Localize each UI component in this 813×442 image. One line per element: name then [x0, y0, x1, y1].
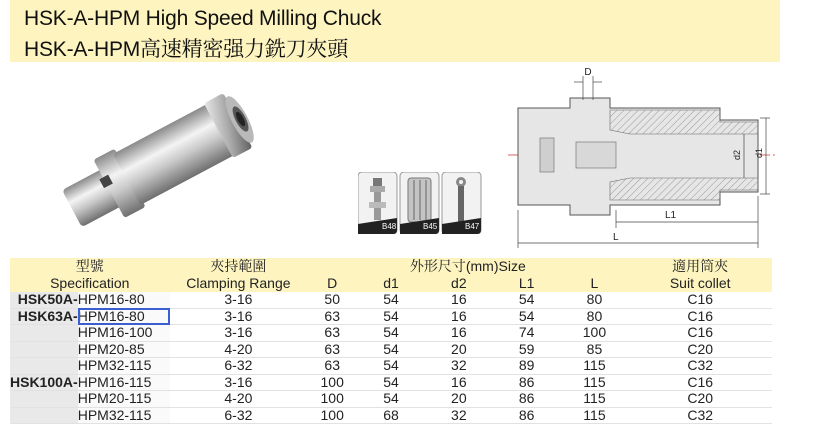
table-row [10, 391, 772, 408]
chuck-product-image [55, 70, 265, 240]
header-l1: L1 [518, 275, 535, 291]
cell-l: 100 [582, 324, 607, 340]
cell-d2: 20 [451, 340, 467, 357]
table-header-row-top [10, 258, 772, 275]
header-collet-zh: 適用筒夾 [672, 258, 729, 274]
cell-d: 50 [324, 291, 340, 307]
header-clamp-en: Clamping Range [186, 275, 291, 291]
dim-label-l1: L1 [665, 210, 677, 221]
cell-spec: HPM16-100 [78, 325, 170, 342]
cell-collet: C32 [687, 357, 714, 373]
header-suit-collet [628, 258, 772, 292]
cell-spec: HPM16-80 [78, 308, 170, 325]
cell-spec: HPM20-115 [78, 391, 170, 408]
header-l: L [590, 275, 599, 291]
cell-series [10, 407, 78, 424]
page-title-chinese: HSK-A-HPM高速精密强力銑刀夾頭 [24, 38, 349, 61]
header-size-group: 外形尺寸(mm)Size [409, 258, 526, 274]
accessory-label-b47: B47 [465, 222, 480, 231]
header-d1: d1 [383, 275, 399, 291]
header-clamping-range [170, 258, 308, 292]
cell-series: HSK50A- [10, 292, 78, 308]
cell-collet: C16 [687, 324, 714, 340]
cell-l: 115 [583, 390, 606, 406]
cell-series: HSK100A- [10, 373, 78, 390]
header-spec-en: Specification [50, 275, 130, 291]
cell-d: 100 [320, 390, 344, 406]
cell-d2: 16 [451, 373, 467, 390]
spec-table [10, 258, 772, 424]
cell-series [10, 325, 78, 342]
dim-label-d: D [584, 67, 592, 78]
cell-l1: 54 [518, 291, 535, 307]
cell-d2: 32 [451, 406, 467, 423]
cell-l1: 59 [518, 340, 535, 357]
cell-l1: 54 [518, 307, 535, 324]
cell-range: 3-16 [224, 324, 253, 340]
header-collet-en: Suit collet [669, 275, 731, 291]
cell-spec: HPM16-80 [78, 292, 170, 308]
header-clamp-zh: 夾持範圍 [210, 258, 267, 274]
accessory-label-b48: B48 [382, 222, 397, 231]
cell-d2: 16 [451, 307, 467, 324]
cell-l: 80 [586, 291, 603, 307]
cell-range: 3-16 [224, 291, 253, 307]
cell-d2: 20 [451, 390, 467, 406]
cell-l: 115 [583, 357, 606, 373]
cell-range: 3-16 [224, 373, 253, 390]
accessory-label-b45: B45 [423, 222, 438, 231]
cell-collet: C20 [687, 390, 714, 406]
cell-l1: 86 [518, 390, 535, 406]
table-row [10, 341, 772, 358]
cell-collet: C20 [687, 340, 714, 357]
cell-range: 6-32 [224, 406, 253, 423]
header-spec-zh: 型號 [75, 258, 104, 274]
cell-d1: 68 [383, 406, 399, 423]
dim-label-d2: d2 [732, 149, 742, 160]
cell-spec: HPM20-85 [78, 341, 170, 358]
cell-l: 80 [586, 307, 603, 324]
cell-collet: C16 [687, 291, 714, 307]
cell-series: HSK63A- [10, 308, 78, 325]
cell-spec: HPM32-115 [78, 358, 170, 375]
page-title-english: HSK-A-HPM High Speed Milling Chuck [24, 7, 382, 30]
cell-series [10, 391, 78, 408]
table-row [10, 358, 772, 375]
cell-collet: C16 [687, 373, 714, 390]
cell-d1: 54 [383, 307, 399, 324]
cell-l1: 86 [518, 373, 535, 390]
title-banner [10, 0, 780, 62]
cell-range: 4-20 [224, 390, 253, 406]
cell-d2: 32 [451, 357, 467, 373]
table-row [10, 308, 772, 325]
table-body [10, 292, 772, 424]
cell-d: 63 [324, 307, 340, 324]
dim-label-l: L [613, 232, 619, 243]
cell-spec: HPM16-115 [78, 374, 170, 391]
cell-spec: HPM32-115 [78, 407, 170, 424]
cell-d: 63 [324, 324, 340, 340]
cell-l: 115 [583, 373, 606, 390]
cell-d1: 54 [383, 291, 399, 307]
cell-series [10, 341, 78, 358]
cell-d1: 54 [383, 340, 399, 357]
cell-collet: C16 [687, 307, 714, 324]
cell-d: 63 [324, 340, 340, 357]
cell-range: 6-32 [224, 357, 253, 373]
table-row [10, 407, 772, 424]
cell-d: 63 [324, 357, 340, 373]
header-d: D [327, 275, 338, 291]
cell-l: 85 [586, 340, 603, 357]
cell-range: 3-16 [224, 307, 253, 324]
cell-l1: 86 [518, 406, 535, 423]
cell-d: 100 [320, 373, 344, 390]
dim-label-d1: d1 [754, 147, 764, 158]
table-row [10, 292, 772, 308]
technical-drawing [490, 60, 780, 255]
header-d2: d2 [451, 275, 467, 291]
cell-d1: 54 [383, 324, 399, 340]
cell-collet: C32 [687, 406, 714, 423]
cell-range: 4-20 [224, 340, 253, 357]
header-specification [10, 258, 170, 292]
cell-series [10, 358, 78, 375]
cell-d1: 54 [383, 357, 399, 373]
table-row [10, 325, 772, 342]
table-row [10, 374, 772, 391]
cell-l: 115 [583, 406, 606, 423]
cell-d1: 54 [383, 390, 399, 406]
cell-l1: 74 [518, 324, 535, 340]
cell-l1: 89 [518, 357, 535, 373]
cell-d2: 16 [451, 291, 467, 307]
cell-d1: 54 [383, 373, 399, 390]
cell-d: 100 [320, 406, 344, 423]
cell-d2: 16 [451, 324, 467, 340]
